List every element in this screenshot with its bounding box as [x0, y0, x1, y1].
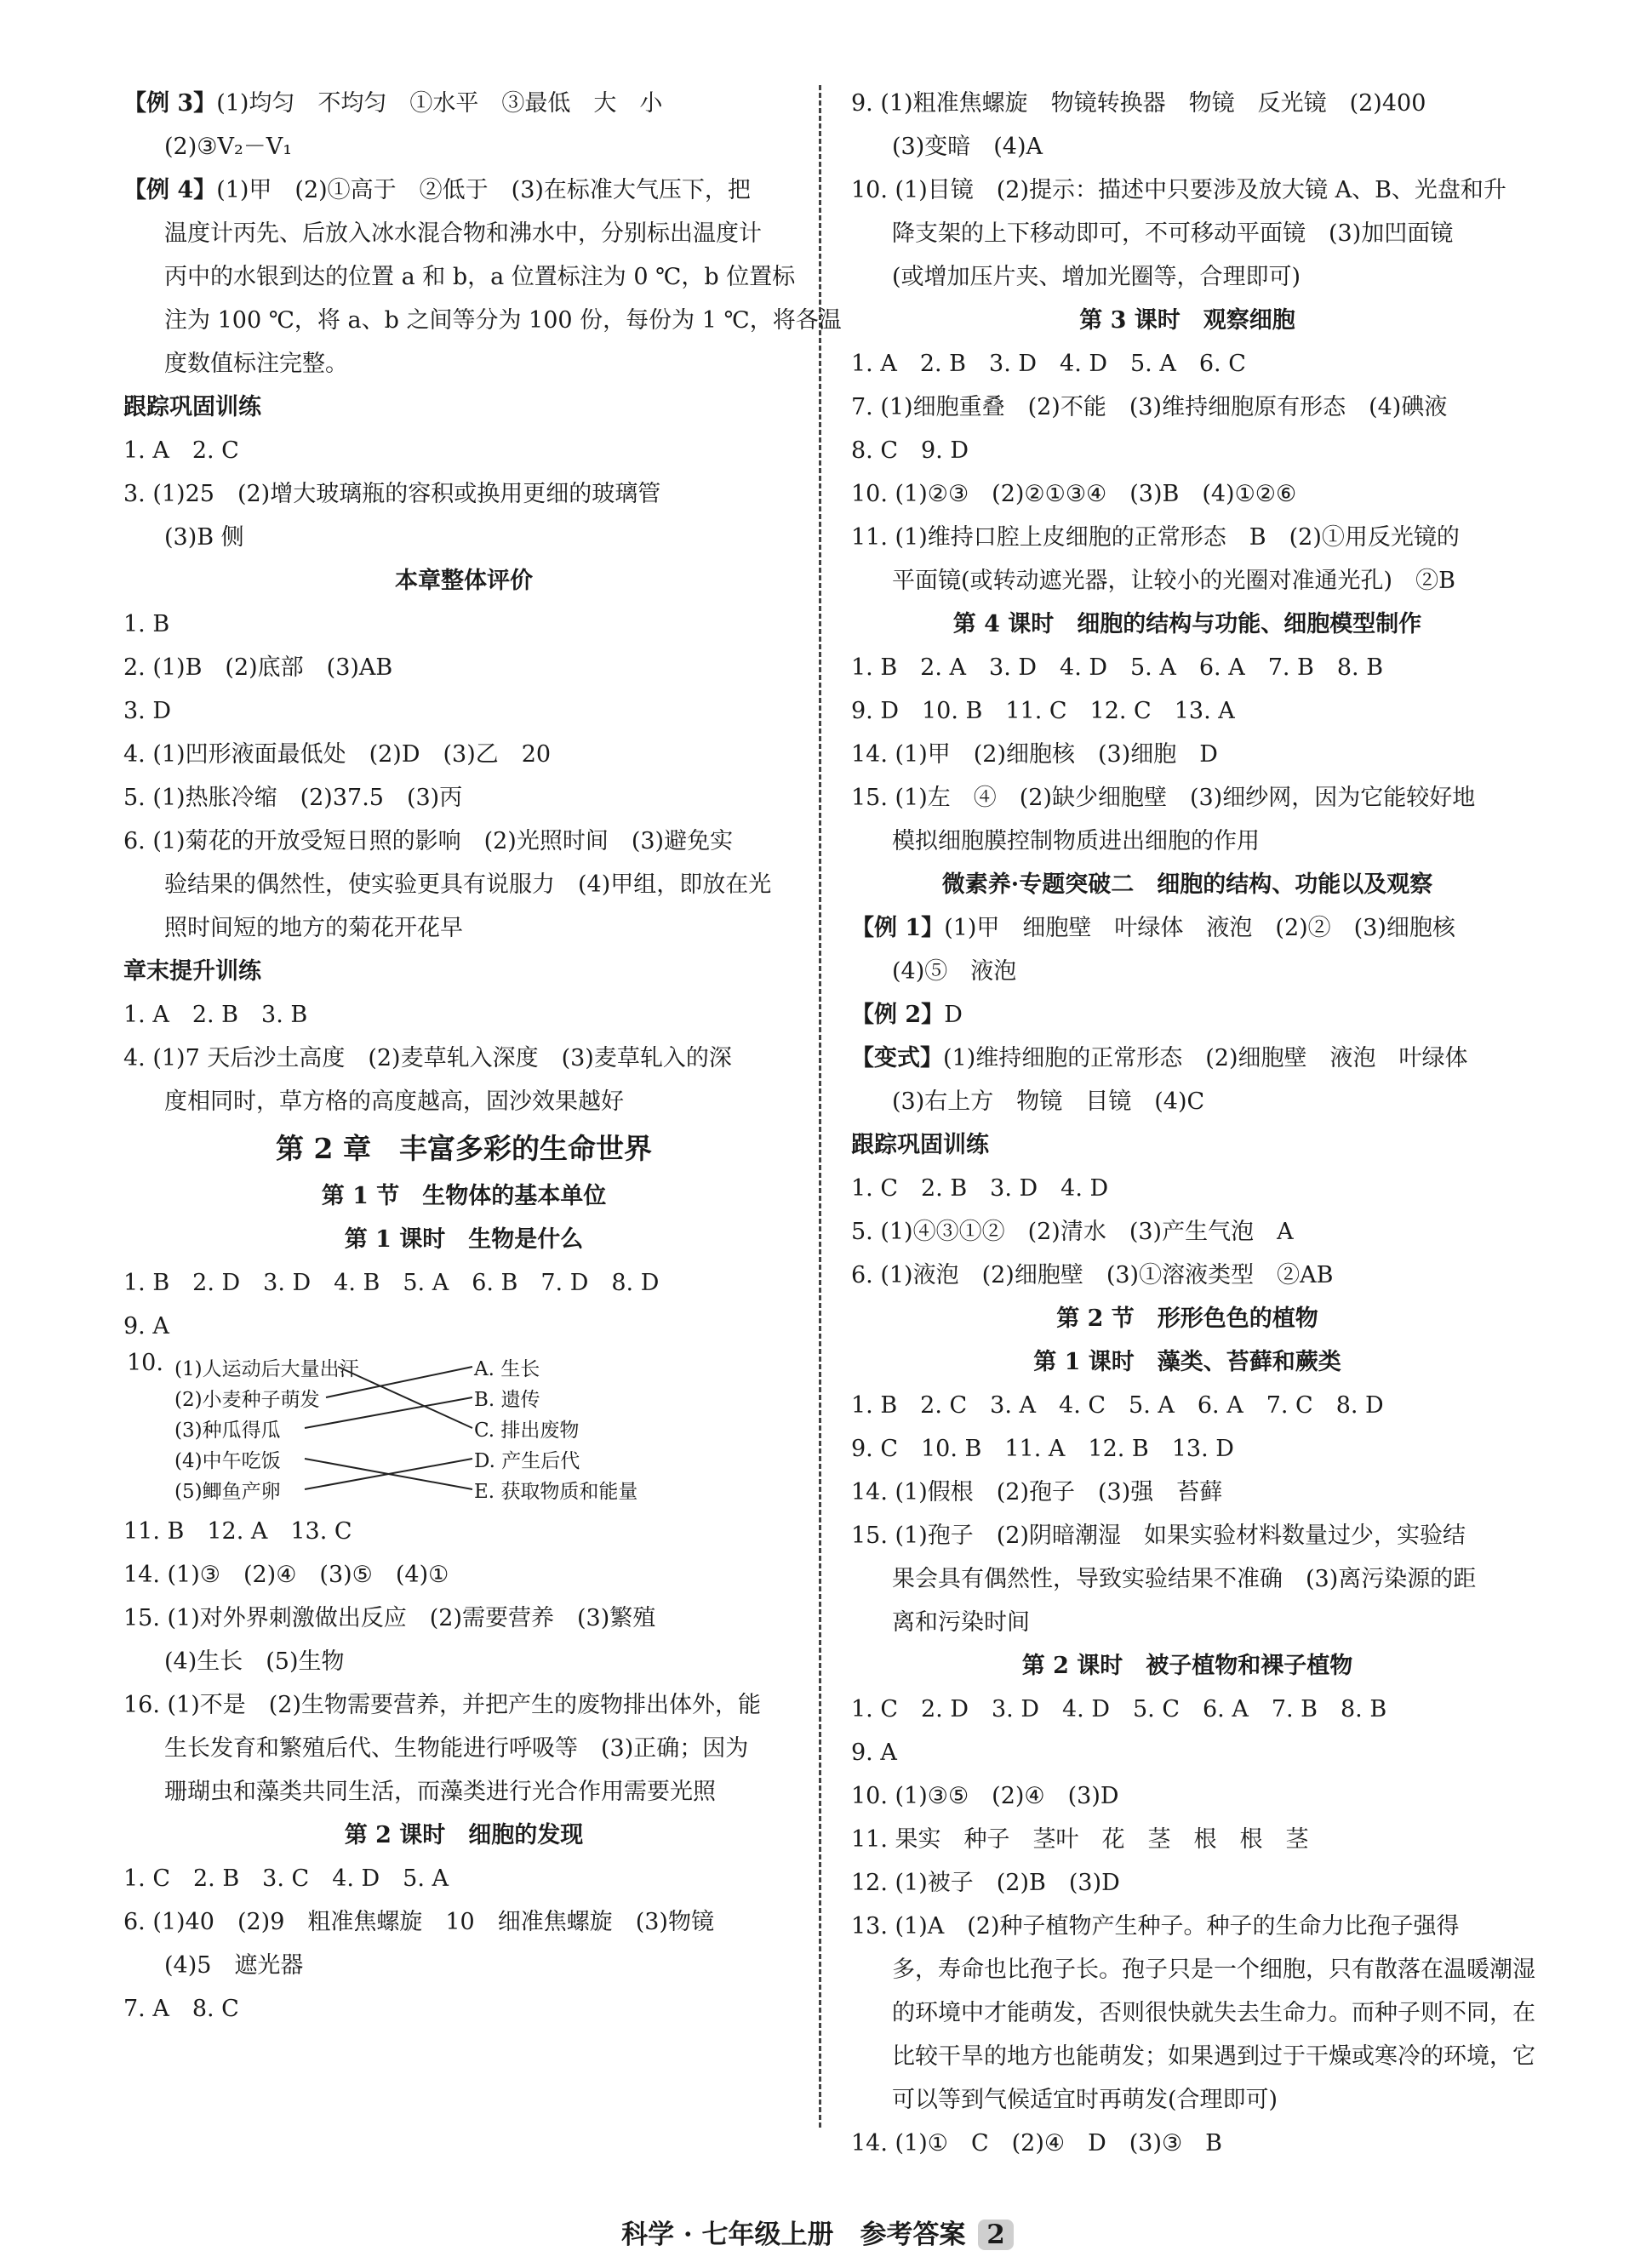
line-text: 1. A 2. C: [123, 437, 239, 464]
line-text: 照时间短的地方的菊花开花早: [164, 915, 463, 941]
line-text: D: [944, 1002, 963, 1028]
answer-line: [851, 1774, 1524, 1818]
match-right-item: B. 遗传: [474, 1389, 540, 1411]
example-label: 【例 2】: [851, 1002, 945, 1028]
question-number: 10.: [127, 1350, 163, 1376]
answer-line: [123, 1640, 804, 1683]
answer-line: [123, 472, 804, 516]
line-text: (3)变暗 (4)A: [892, 134, 1043, 160]
line-text: 第 3 课时 观察细胞: [1079, 307, 1295, 334]
example-label: 【例 1】: [851, 915, 945, 941]
line-text: 模拟细胞膜控制物质进出细胞的作用: [892, 828, 1260, 854]
answer-line: [123, 1597, 804, 1640]
answer-line: [123, 689, 804, 733]
line-text: 丙中的水银到达的位置 a 和 b，a 位置标注为 0 ℃，b 位置标: [164, 264, 796, 290]
answer-line: [851, 1991, 1535, 2035]
example-label: 【变式】: [851, 1045, 943, 1071]
example-label: 【例 3】: [123, 90, 217, 117]
answer-line: [851, 1688, 1524, 1731]
line-text: 11. B 12. A 13. C: [123, 1518, 352, 1545]
answer-line: [851, 1080, 1524, 1123]
line-text: 13. (1)A (2)种子植物产生种子。种子的生命力比孢子强得: [851, 1913, 1460, 1940]
answer-line: [123, 1683, 804, 1727]
section-heading: [851, 1123, 1524, 1167]
answer-line: [851, 950, 1524, 993]
line-text: 9. A: [851, 1740, 897, 1766]
line-text: 果会具有偶然性，导致实验结果不准确 (3)离污染源的距: [892, 1566, 1477, 1592]
section-heading: [851, 1340, 1524, 1384]
line-text: 15. (1)左 ④ (2)缺少细胞壁 (3)细纱网，因为它能较好地: [851, 785, 1476, 811]
line-text: 2. (1)B (2)底部 (3)AB: [123, 654, 393, 681]
left-column: [123, 82, 842, 2031]
answer-line: [851, 1037, 1524, 1080]
answer-line: [123, 1944, 804, 1987]
page-number: 2: [978, 2219, 1014, 2250]
line-text: 1. A 2. B 3. D 4. D 5. A 6. C: [851, 351, 1246, 377]
answer-line: [123, 863, 804, 906]
answer-line: [123, 776, 804, 820]
line-text: 1. B 2. C 3. A 4. C 5. A 6. A 7. C 8. D: [851, 1392, 1384, 1419]
line-text: 的环境中才能萌发，否则很快就失去生命力。而种子则不同，在: [892, 2000, 1535, 2026]
answer-line: [851, 516, 1524, 559]
answer-line: [851, 1514, 1524, 1557]
section-heading: [123, 1814, 804, 1857]
line-text: (1)甲 (2)①高于 ②低于 (3)在标准大气压下，把: [216, 177, 751, 203]
answer-line: [123, 82, 804, 125]
line-text: 离和污染时间: [892, 1609, 1030, 1636]
line-text: 15. (1)对外界刺激做出反应 (2)需要营养 (3)繁殖: [123, 1605, 656, 1631]
answer-line: [123, 1261, 804, 1305]
match-left-item: (5)鲫鱼产卵: [174, 1481, 281, 1503]
answer-line: [123, 733, 804, 776]
match-left-item: (1)人运动后大量出汗: [174, 1358, 359, 1380]
answer-line: [851, 472, 1524, 516]
example-label: 【例 4】: [123, 177, 217, 203]
answer-line: [123, 255, 804, 299]
page-footer: [0, 2213, 1635, 2251]
line-text: 10. (1)目镜 (2)提示：描述中只要涉及放大镜 A、B、光盘和升: [851, 177, 1506, 203]
match-left-item: (4)中午吃饭: [174, 1450, 281, 1472]
line-text: 1. B: [123, 611, 170, 637]
answer-line: [123, 342, 804, 386]
line-text: 7. (1)细胞重叠 (2)不能 (3)维持细胞原有形态 (4)碘液: [851, 394, 1448, 420]
answer-line: [851, 776, 1524, 820]
match-right-item: D. 产生后代: [474, 1450, 580, 1472]
line-text: (1)均匀 不均匀 ①水平 ③最低 大 小: [216, 90, 663, 117]
line-text: 第 4 课时 细胞的结构与功能、细胞模型制作: [952, 611, 1422, 637]
answer-line: [851, 1254, 1524, 1297]
answer-line: [123, 646, 804, 689]
line-text: 1. B 2. A 3. D 4. D 5. A 6. A 7. B 8. B: [851, 654, 1384, 681]
match-right-item: A. 生长: [474, 1358, 540, 1380]
match-left-item: (2)小麦种子萌发: [174, 1389, 320, 1411]
line-text: 本章整体评价: [395, 568, 533, 594]
line-text: 度相同时，草方格的高度越高，固沙效果越好: [164, 1088, 624, 1115]
answer-line: [851, 212, 1524, 255]
line-text: 比较干旱的地方也能萌发；如果遇到过于干燥或寒冷的环境，它: [892, 2043, 1535, 2070]
line-text: 9. A: [123, 1313, 169, 1340]
answer-line: [851, 1905, 1524, 1948]
line-text: 15. (1)孢子 (2)阴暗潮湿 如果实验材料数量过少，实验结: [851, 1522, 1466, 1549]
answer-line: [851, 1861, 1524, 1905]
answer-line: [851, 2122, 1524, 2165]
line-text: 5. (1)④③①② (2)清水 (3)产生气泡 A: [851, 1219, 1294, 1245]
answer-line: [123, 1553, 804, 1597]
section-heading: [123, 386, 804, 429]
answer-line: [851, 1731, 1524, 1774]
answer-line: [123, 906, 804, 950]
section-heading: [123, 1174, 804, 1218]
answer-line: [851, 1818, 1524, 1861]
answer-line: [123, 1857, 804, 1900]
section-heading: [851, 603, 1524, 646]
line-text: 第 2 章 丰富多彩的生命世界: [276, 1132, 652, 1165]
column-divider: [819, 85, 821, 2128]
line-text: 可以等到气候适宜时再萌发(合理即可): [892, 2087, 1278, 2113]
line-text: 7. A 8. C: [123, 1996, 239, 2022]
line-text: (1)维持细胞的正常形态 (2)细胞壁 液泡 叶绿体: [943, 1045, 1468, 1071]
line-text: 14. (1)假根 (2)孢子 (3)强 苔藓: [851, 1479, 1223, 1505]
answer-line: [123, 299, 842, 342]
answer-line: [851, 1167, 1524, 1210]
answer-line: [851, 646, 1524, 689]
line-text: (4)⑤ 液泡: [892, 958, 1017, 985]
matching-lines: [123, 1348, 804, 1510]
line-text: 多，寿命也比孢子长。孢子只是一个细胞，只有散落在温暖潮湿: [892, 1957, 1535, 1983]
answer-line: [123, 1080, 804, 1123]
answer-line: [123, 169, 804, 212]
section-heading: [123, 559, 804, 603]
line-text: 跟踪巩固训练: [851, 1132, 989, 1158]
answer-line: [851, 2035, 1535, 2078]
line-text: 8. C 9. D: [851, 437, 969, 464]
line-text: (4)5 遮光器: [164, 1952, 304, 1979]
line-text: 验结果的偶然性，使实验更具有说服力 (4)甲组，即放在光: [164, 871, 772, 898]
line-text: 第 2 课时 被子植物和裸子植物: [1021, 1653, 1353, 1679]
answer-line: [851, 342, 1524, 386]
line-text: 1. C 2. D 3. D 4. D 5. C 6. A 7. B 8. B: [851, 1696, 1387, 1722]
line-text: 珊瑚虫和藻类共同生活，而藻类进行光合作用需要光照: [164, 1779, 716, 1805]
line-text: 6. (1)菊花的开放受短日照的影响 (2)光照时间 (3)避免实: [123, 828, 734, 854]
line-text: 3. D: [123, 698, 171, 724]
line-text: (或增加压片夹、增加光圈等，合理即可): [892, 264, 1301, 290]
line-text: 温度计丙先、后放入冰水混合物和沸水中，分别标出温度计: [164, 220, 762, 247]
answer-line: [851, 993, 1524, 1037]
answer-line: [851, 559, 1524, 603]
answer-line: [851, 1471, 1524, 1514]
line-text: 平面镜(或转动遮光器，让较小的光圈对准通光孔) ②B: [892, 568, 1455, 594]
line-text: 5. (1)热胀冷缩 (2)37.5 (3)丙: [123, 785, 463, 811]
answer-line: [123, 1770, 804, 1814]
line-text: 4. (1)7 天后沙土高度 (2)麦草轧入深度 (3)麦草轧入的深: [123, 1045, 732, 1071]
line-text: 降支架的上下移动即可，不可移动平面镜 (3)加凹面镜: [892, 220, 1454, 247]
answer-line: [851, 733, 1524, 776]
line-text: (1)甲 细胞壁 叶绿体 液泡 (2)② (3)细胞核: [944, 915, 1455, 941]
section-heading: [851, 299, 1524, 342]
answer-line: [123, 820, 804, 863]
match-right-item: E. 获取物质和能量: [474, 1481, 638, 1503]
answer-line: [851, 1384, 1524, 1427]
answer-line: [123, 1510, 804, 1553]
matching-question: [123, 1348, 804, 1510]
answer-line: [123, 603, 804, 646]
line-text: 3. (1)25 (2)增大玻璃瓶的容积或换用更细的玻璃管: [123, 481, 661, 507]
line-text: 生长发育和繁殖后代、生物能进行呼吸等 (3)正确；因为: [164, 1735, 749, 1762]
answer-line: [851, 1601, 1524, 1644]
section-heading: [123, 950, 804, 993]
line-text: 注为 100 ℃，将 a、b 之间等分为 100 份，每份为 1 ℃，将各温: [164, 307, 842, 334]
match-link-line: [305, 1397, 472, 1428]
line-text: 章末提升训练: [123, 958, 261, 985]
answer-line: [123, 993, 804, 1037]
line-text: 第 1 课时 生物是什么: [344, 1226, 584, 1253]
answer-line: [851, 1210, 1524, 1254]
line-text: 16. (1)不是 (2)生物需要营养，并把产生的废物排出体外，能: [123, 1692, 762, 1718]
line-text: (4)生长 (5)生物: [164, 1648, 345, 1675]
line-text: 4. (1)凹形液面最低处 (2)D (3)乙 20: [123, 741, 552, 768]
line-text: 10. (1)③⑤ (2)④ (3)D: [851, 1783, 1119, 1809]
section-heading: [123, 1218, 804, 1261]
line-text: 14. (1)③ (2)④ (3)⑤ (4)①: [123, 1562, 449, 1588]
answer-line: [851, 429, 1524, 472]
line-text: 第 1 节 生物体的基本单位: [321, 1183, 607, 1209]
line-text: 12. (1)被子 (2)B (3)D: [851, 1870, 1120, 1896]
line-text: 11. 果实 种子 茎叶 花 茎 根 根 茎: [851, 1826, 1309, 1853]
line-text: 10. (1)②③ (2)②①③④ (3)B (4)①②⑥: [851, 481, 1297, 507]
answer-line: [851, 820, 1524, 863]
right-column: [851, 82, 1535, 2165]
line-text: 第 2 课时 细胞的发现: [344, 1822, 584, 1848]
line-text: (2)③V₂－V₁: [164, 134, 293, 160]
answer-line: [851, 255, 1524, 299]
answer-line: [123, 429, 804, 472]
line-text: (3)B 侧: [164, 524, 244, 551]
answer-line: [123, 1900, 804, 1944]
line-text: 9. D 10. B 11. C 12. C 13. A: [851, 698, 1235, 724]
footer-title: 科学 · 七年级上册 参考答案: [621, 2219, 966, 2250]
answer-line: [851, 169, 1524, 212]
line-text: 第 1 课时 藻类、苔藓和蕨类: [1033, 1349, 1341, 1375]
line-text: 6. (1)液泡 (2)细胞壁 (3)①溶液类型 ②AB: [851, 1262, 1334, 1288]
answer-line: [851, 1557, 1524, 1601]
answer-line: [123, 125, 804, 169]
answer-line: [851, 386, 1524, 429]
line-text: 6. (1)40 (2)9 粗准焦螺旋 10 细准焦螺旋 (3)物镜: [123, 1909, 714, 1935]
section-heading: [851, 1297, 1524, 1340]
answer-line: [123, 212, 804, 255]
answer-line: [123, 1037, 804, 1080]
answer-line: [851, 1427, 1524, 1471]
line-text: 1. C 2. B 3. C 4. D 5. A: [123, 1865, 449, 1892]
line-text: 11. (1)维持口腔上皮细胞的正常形态 B (2)①用反光镜的: [851, 524, 1460, 551]
line-text: 9. C 10. B 11. A 12. B 13. D: [851, 1436, 1234, 1462]
line-text: 第 2 节 形形色色的植物: [1056, 1305, 1318, 1332]
section-heading: [123, 1123, 804, 1174]
answer-line: [851, 906, 1524, 950]
section-heading: [851, 863, 1524, 906]
answer-line: [123, 1305, 804, 1348]
answer-line: [851, 2078, 1524, 2122]
line-text: 1. C 2. B 3. D 4. D: [851, 1175, 1109, 1202]
section-heading: [851, 1644, 1524, 1688]
line-text: 1. A 2. B 3. B: [123, 1002, 308, 1028]
answer-line: [851, 1948, 1535, 1991]
line-text: 度数值标注完整。: [164, 351, 348, 377]
line-text: 1. B 2. D 3. D 4. B 5. A 6. B 7. D 8. D: [123, 1270, 660, 1296]
match-left-item: (3)种瓜得瓜: [174, 1420, 281, 1442]
line-text: 跟踪巩固训练: [123, 394, 261, 420]
line-text: 14. (1)甲 (2)细胞核 (3)细胞 D: [851, 741, 1218, 768]
line-text: 14. (1)① C (2)④ D (3)③ B: [851, 2130, 1223, 2157]
match-right-item: C. 排出废物: [474, 1420, 580, 1442]
line-text: 9. (1)粗准焦螺旋 物镜转换器 物镜 反光镜 (2)400: [851, 90, 1426, 117]
answer-line: [123, 516, 804, 559]
answer-line: [851, 125, 1524, 169]
answer-line: [851, 689, 1524, 733]
line-text: 微素养·专题突破二 细胞的结构、功能以及观察: [941, 871, 1433, 898]
line-text: (3)右上方 物镜 目镜 (4)C: [892, 1088, 1205, 1115]
answer-line: [851, 82, 1524, 125]
answer-line: [123, 1987, 804, 2031]
answer-line: [123, 1727, 804, 1770]
